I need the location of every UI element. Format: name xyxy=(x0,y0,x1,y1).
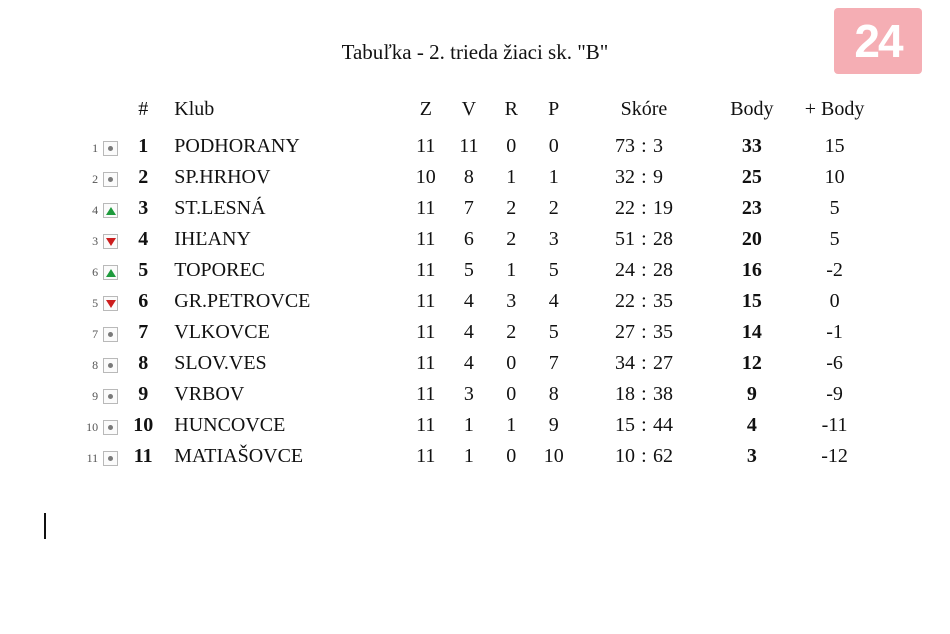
cell-played: 11 xyxy=(416,321,436,343)
goals-for: 51 xyxy=(614,228,635,250)
previous-rank-label: 9 xyxy=(92,389,99,403)
cell-club-name[interactable]: GR.PETROVCE xyxy=(174,290,311,312)
score-separator: : xyxy=(641,166,647,188)
arrow-up-icon xyxy=(103,265,118,280)
table-row[interactable] xyxy=(68,255,878,286)
table-row[interactable] xyxy=(68,379,878,410)
arrow-up-icon xyxy=(103,203,118,218)
movement-marker xyxy=(106,238,116,246)
row-movement-cell xyxy=(68,255,124,286)
score-separator: : xyxy=(641,135,647,157)
row-movement-cell xyxy=(68,317,124,348)
table-row[interactable] xyxy=(68,131,878,162)
cell-points: 14 xyxy=(741,321,762,343)
goals-against: 38 xyxy=(652,383,673,405)
column-header-lost: P xyxy=(548,98,560,120)
movement-marker xyxy=(108,425,113,430)
column-header-club: Klub xyxy=(174,98,215,120)
arrow-down-icon xyxy=(103,296,118,311)
cell-won: 7 xyxy=(463,197,474,219)
cell-lost: 5 xyxy=(548,259,559,281)
table-row[interactable] xyxy=(68,317,878,348)
cell-club-name[interactable]: TOPOREC xyxy=(174,259,266,281)
cell-score xyxy=(575,410,712,441)
cell-points: 15 xyxy=(741,290,762,312)
standings-table-head xyxy=(68,95,878,131)
dot-icon xyxy=(103,327,118,342)
row-movement-cell xyxy=(68,348,124,379)
row-movement-cell xyxy=(68,379,124,410)
cell-bonus-points: 10 xyxy=(824,166,845,188)
standings-table-container xyxy=(68,95,898,472)
goals-for: 18 xyxy=(614,383,635,405)
cell-points: 25 xyxy=(741,166,762,188)
cell-lost: 10 xyxy=(543,445,564,467)
cell-drawn: 1 xyxy=(506,259,517,281)
cell-played: 11 xyxy=(416,383,436,405)
score-separator: : xyxy=(641,414,647,436)
cell-drawn: 1 xyxy=(506,414,517,436)
arrow-down-icon xyxy=(103,234,118,249)
cell-score xyxy=(575,441,712,472)
cell-lost: 3 xyxy=(548,228,559,250)
cell-rank: 9 xyxy=(138,383,149,405)
score-separator: : xyxy=(641,352,647,374)
cell-points: 12 xyxy=(741,352,762,374)
cell-rank: 8 xyxy=(138,352,149,374)
movement-marker xyxy=(108,363,113,368)
cell-drawn: 0 xyxy=(506,135,517,157)
row-movement-cell xyxy=(68,162,124,193)
cell-points: 33 xyxy=(741,135,762,157)
cell-drawn: 0 xyxy=(506,352,517,374)
movement-marker xyxy=(108,456,113,461)
cell-drawn: 0 xyxy=(506,383,517,405)
previous-rank-label: 7 xyxy=(92,327,99,341)
cell-lost: 2 xyxy=(548,197,559,219)
table-row[interactable] xyxy=(68,441,878,472)
cell-played: 10 xyxy=(415,166,436,188)
cell-score xyxy=(575,317,712,348)
row-movement-cell xyxy=(68,410,124,441)
dot-icon xyxy=(103,389,118,404)
score-separator: : xyxy=(641,383,647,405)
table-row[interactable] xyxy=(68,193,878,224)
previous-rank-label: 4 xyxy=(92,203,99,217)
cell-won: 1 xyxy=(463,445,474,467)
table-row[interactable] xyxy=(68,348,878,379)
goals-for: 10 xyxy=(614,445,635,467)
cell-played: 11 xyxy=(416,135,436,157)
cell-drawn: 3 xyxy=(506,290,517,312)
cell-score xyxy=(575,255,712,286)
score-separator: : xyxy=(641,197,647,219)
cell-points: 4 xyxy=(746,414,757,436)
previous-rank-label: 3 xyxy=(92,234,99,248)
goals-for: 32 xyxy=(614,166,635,188)
cell-won: 11 xyxy=(459,135,479,157)
cell-lost: 4 xyxy=(548,290,559,312)
goals-against: 35 xyxy=(652,321,673,343)
cell-won: 4 xyxy=(463,352,474,374)
cell-score xyxy=(575,193,712,224)
cell-points: 9 xyxy=(746,383,757,405)
cell-drawn: 2 xyxy=(506,228,517,250)
cell-won: 8 xyxy=(463,166,474,188)
cell-won: 6 xyxy=(463,228,474,250)
goals-against: 9 xyxy=(652,166,663,188)
cell-rank: 4 xyxy=(138,228,149,250)
cell-rank: 6 xyxy=(138,290,149,312)
cell-score xyxy=(575,162,712,193)
cell-played: 11 xyxy=(416,414,436,436)
cell-points: 16 xyxy=(741,259,762,281)
cell-bonus-points: -9 xyxy=(826,383,843,405)
cell-rank: 10 xyxy=(133,414,154,436)
cell-club-name[interactable]: VRBOV xyxy=(174,383,245,405)
goals-against: 19 xyxy=(652,197,673,219)
cell-bonus-points: 5 xyxy=(829,197,840,219)
column-header-won: V xyxy=(461,98,477,120)
cell-bonus-points: -1 xyxy=(826,321,843,343)
previous-rank-label: 6 xyxy=(92,265,99,279)
previous-rank-label: 11 xyxy=(86,451,99,465)
site-logo-text: 24 xyxy=(854,15,902,67)
goals-against: 62 xyxy=(652,445,673,467)
movement-marker xyxy=(108,177,113,182)
cell-rank: 5 xyxy=(138,259,149,281)
dot-icon xyxy=(103,141,118,156)
cell-bonus-points: -2 xyxy=(826,259,843,281)
cell-club-name[interactable]: ST.LESNÁ xyxy=(174,197,266,219)
row-movement-cell xyxy=(68,224,124,255)
cell-drawn: 1 xyxy=(506,166,517,188)
cell-bonus-points: 5 xyxy=(829,228,840,250)
goals-against: 44 xyxy=(652,414,673,436)
row-movement-cell xyxy=(68,441,124,472)
table-row[interactable] xyxy=(68,162,878,193)
cell-lost: 0 xyxy=(548,135,559,157)
cell-rank: 11 xyxy=(133,445,153,467)
cell-won: 4 xyxy=(463,290,474,312)
cell-bonus-points: 15 xyxy=(824,135,845,157)
score-separator: : xyxy=(641,259,647,281)
movement-marker xyxy=(106,207,116,215)
dot-icon xyxy=(103,451,118,466)
cell-played: 11 xyxy=(416,228,436,250)
goals-for: 24 xyxy=(614,259,635,281)
cell-bonus-points: -12 xyxy=(821,445,848,467)
cell-bonus-points: -6 xyxy=(826,352,843,374)
goals-for: 73 xyxy=(614,135,635,157)
cell-club-name[interactable]: MATIAŠOVCE xyxy=(174,445,304,467)
cell-lost: 8 xyxy=(548,383,559,405)
goals-for: 22 xyxy=(614,290,635,312)
cell-played: 11 xyxy=(416,290,436,312)
cell-won: 3 xyxy=(463,383,474,405)
goals-for: 15 xyxy=(614,414,635,436)
cell-bonus-points: -11 xyxy=(821,414,848,436)
page-title: Tabuľka - 2. trieda žiaci sk. "B" xyxy=(341,40,609,64)
goals-for: 27 xyxy=(614,321,635,343)
column-header-bonus: + Body xyxy=(804,98,865,120)
cell-won: 1 xyxy=(463,414,474,436)
cell-club-name[interactable]: SLOV.VES xyxy=(174,352,267,374)
cell-drawn: 2 xyxy=(506,321,517,343)
text-cursor xyxy=(44,513,46,539)
cell-club-name[interactable]: SP.HRHOV xyxy=(174,166,271,188)
cell-score xyxy=(575,348,712,379)
standings-table-body xyxy=(68,131,878,472)
previous-rank-label: 1 xyxy=(92,141,99,155)
score-separator: : xyxy=(641,321,647,343)
standings-table xyxy=(68,95,878,472)
cell-rank: 2 xyxy=(138,166,149,188)
previous-rank-label: 2 xyxy=(92,172,99,186)
cell-score xyxy=(575,379,712,410)
row-movement-cell xyxy=(68,131,124,162)
score-separator: : xyxy=(641,228,647,250)
goals-against: 27 xyxy=(652,352,673,374)
cell-won: 4 xyxy=(463,321,474,343)
row-movement-cell xyxy=(68,286,124,317)
cell-drawn: 2 xyxy=(506,197,517,219)
table-row[interactable] xyxy=(68,286,878,317)
cell-lost: 7 xyxy=(548,352,559,374)
table-row[interactable] xyxy=(68,410,878,441)
cell-rank: 3 xyxy=(138,197,149,219)
column-header-drawn: R xyxy=(504,98,518,120)
column-header-score: Skóre xyxy=(620,98,668,120)
column-header-movement xyxy=(68,95,124,131)
cell-played: 11 xyxy=(416,352,436,374)
cell-club-name[interactable]: HUNCOVCE xyxy=(174,414,286,436)
cell-played: 11 xyxy=(416,259,436,281)
cell-club-name[interactable]: IHĽANY xyxy=(174,228,251,250)
cell-drawn: 0 xyxy=(506,445,517,467)
score-separator: : xyxy=(641,290,647,312)
previous-rank-label: 8 xyxy=(92,358,99,372)
column-header-rank: # xyxy=(138,98,149,120)
cell-points: 23 xyxy=(741,197,762,219)
cell-rank: 7 xyxy=(138,321,149,343)
cell-played: 11 xyxy=(416,445,436,467)
movement-marker xyxy=(106,269,116,277)
dot-icon xyxy=(103,358,118,373)
cell-score xyxy=(575,131,712,162)
row-movement-cell xyxy=(68,193,124,224)
previous-rank-label: 5 xyxy=(92,296,99,310)
cell-points: 20 xyxy=(741,228,762,250)
cell-lost: 9 xyxy=(548,414,559,436)
cell-club-name[interactable]: PODHORANY xyxy=(174,135,300,157)
goals-against: 28 xyxy=(652,259,673,281)
goals-against: 35 xyxy=(652,290,673,312)
cell-club-name[interactable]: VLKOVCE xyxy=(174,321,270,343)
cell-score xyxy=(575,286,712,317)
column-header-played: Z xyxy=(419,98,432,120)
goals-against: 3 xyxy=(652,135,663,157)
table-header-row xyxy=(68,95,878,131)
goals-against: 28 xyxy=(652,228,673,250)
goals-for: 34 xyxy=(614,352,635,374)
cell-points: 3 xyxy=(746,445,757,467)
cell-rank: 1 xyxy=(138,135,149,157)
cell-score xyxy=(575,224,712,255)
table-row[interactable] xyxy=(68,224,878,255)
previous-rank-label: 10 xyxy=(86,420,99,434)
cell-lost: 5 xyxy=(548,321,559,343)
score-separator: : xyxy=(641,445,647,467)
movement-marker xyxy=(108,394,113,399)
column-header-points: Body xyxy=(730,98,774,120)
dot-icon xyxy=(103,172,118,187)
movement-marker xyxy=(108,146,113,151)
dot-icon xyxy=(103,420,118,435)
cell-played: 11 xyxy=(416,197,436,219)
movement-marker xyxy=(106,300,116,308)
cell-lost: 1 xyxy=(548,166,559,188)
cell-bonus-points: 0 xyxy=(829,290,840,312)
movement-marker xyxy=(108,332,113,337)
cell-won: 5 xyxy=(463,259,474,281)
goals-for: 22 xyxy=(614,197,635,219)
